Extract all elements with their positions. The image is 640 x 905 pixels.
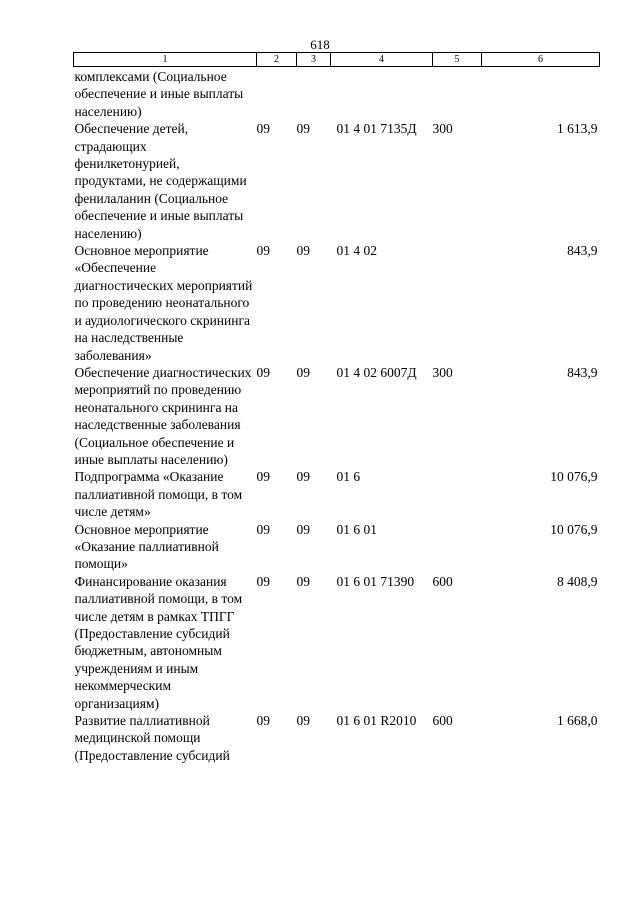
table-row: [74, 67, 600, 121]
row-section: [257, 67, 297, 121]
row-section: 09: [256, 521, 270, 537]
row-name: Обеспечение диагностических мероприятий по проведению неонатального скрининга на наследственные заболевания (Социальное обеспечение и иные выплаты населению): [74, 364, 252, 467]
row-expense-type: [433, 468, 482, 520]
column-number-5: 5: [433, 53, 482, 67]
table-header: [74, 53, 600, 67]
row-expense-type: [433, 67, 482, 121]
row-target-code: [331, 67, 433, 121]
table-row: [74, 468, 600, 520]
row-target-code: 01 6 01 R2010: [336, 713, 417, 729]
row-section: 09: [256, 573, 270, 589]
row-section: 09: [256, 469, 270, 485]
column-number-6: 6: [482, 53, 600, 67]
table-row: [74, 573, 600, 712]
row-expense-type: 300: [432, 121, 453, 137]
row-subsection: 09: [296, 243, 310, 259]
row-expense-type: [433, 242, 482, 364]
row-name: Основное мероприятие «Оказание паллиативной помощи»: [74, 521, 219, 572]
row-name: комплексами (Социальное обеспечение и иные выплаты населению): [74, 69, 244, 119]
column-number-2: 2: [257, 53, 297, 67]
row-amount: [482, 67, 600, 121]
row-amount: 843,9: [567, 243, 598, 259]
table-row: [74, 521, 600, 573]
row-section: 09: [256, 243, 270, 259]
row-amount: 10 076,9: [550, 469, 598, 485]
row-target-code: 01 6 01: [336, 521, 377, 537]
table-row: [74, 120, 600, 242]
column-number-3: 3: [297, 53, 331, 67]
row-name: Развитие паллиативной медицинской помощи (Предоставление субсидий: [74, 713, 230, 763]
row-target-code: 01 4 02: [336, 243, 377, 259]
column-number-4: 4: [331, 53, 433, 67]
row-subsection: 09: [296, 469, 310, 485]
row-name: Обеспечение детей, страдающих фенилкетонурией, продуктами, не содержащими фенилаланин (Социальное обеспечение и иные выплаты населению): [74, 121, 247, 241]
row-subsection: [297, 67, 331, 121]
row-subsection: 09: [296, 713, 310, 729]
row-amount: 1 668,0: [557, 713, 598, 729]
row-subsection: 09: [296, 121, 310, 137]
row-name: Подпрограмма «Оказание паллиативной помощи, в том числе детям»: [74, 469, 243, 520]
row-amount: 8 408,9: [557, 573, 598, 589]
budget-table: [73, 52, 600, 764]
row-subsection: 09: [296, 364, 310, 380]
row-target-code: 01 6 01 71390: [336, 573, 415, 589]
row-name: Финансирование оказания паллиативной помощи, в том числе детям в рамках ТПГГ (Предоставление субсидий бюджетным, автономным учреждениям и иным некоммерческим организациям): [74, 573, 243, 711]
row-expense-type: [433, 521, 482, 573]
row-target-code: 01 4 02 6007Д: [336, 364, 417, 380]
row-amount: 10 076,9: [550, 521, 598, 537]
table-row: [74, 364, 600, 468]
row-target-code: 01 4 01 7135Д: [336, 121, 417, 137]
row-expense-type: 600: [432, 573, 453, 589]
row-section: 09: [256, 364, 270, 380]
row-subsection: 09: [296, 521, 310, 537]
row-expense-type: 600: [432, 713, 453, 729]
column-number-1: 1: [74, 53, 257, 67]
table-row: [74, 242, 600, 364]
row-subsection: 09: [296, 573, 310, 589]
row-section: 09: [256, 121, 270, 137]
row-expense-type: 300: [432, 364, 453, 380]
row-amount: 843,9: [567, 364, 598, 380]
table-row: [74, 712, 600, 764]
row-amount: 1 613,9: [557, 121, 598, 137]
page-number: 618: [310, 37, 330, 52]
row-section: 09: [256, 713, 270, 729]
table-body: [74, 67, 600, 765]
row-name: Основное мероприятие «Обеспечение диагностических мероприятий по проведению неонатального и аудиологического скрининга на наследственные заболевания»: [74, 243, 253, 363]
row-target-code: 01 6: [336, 469, 361, 485]
